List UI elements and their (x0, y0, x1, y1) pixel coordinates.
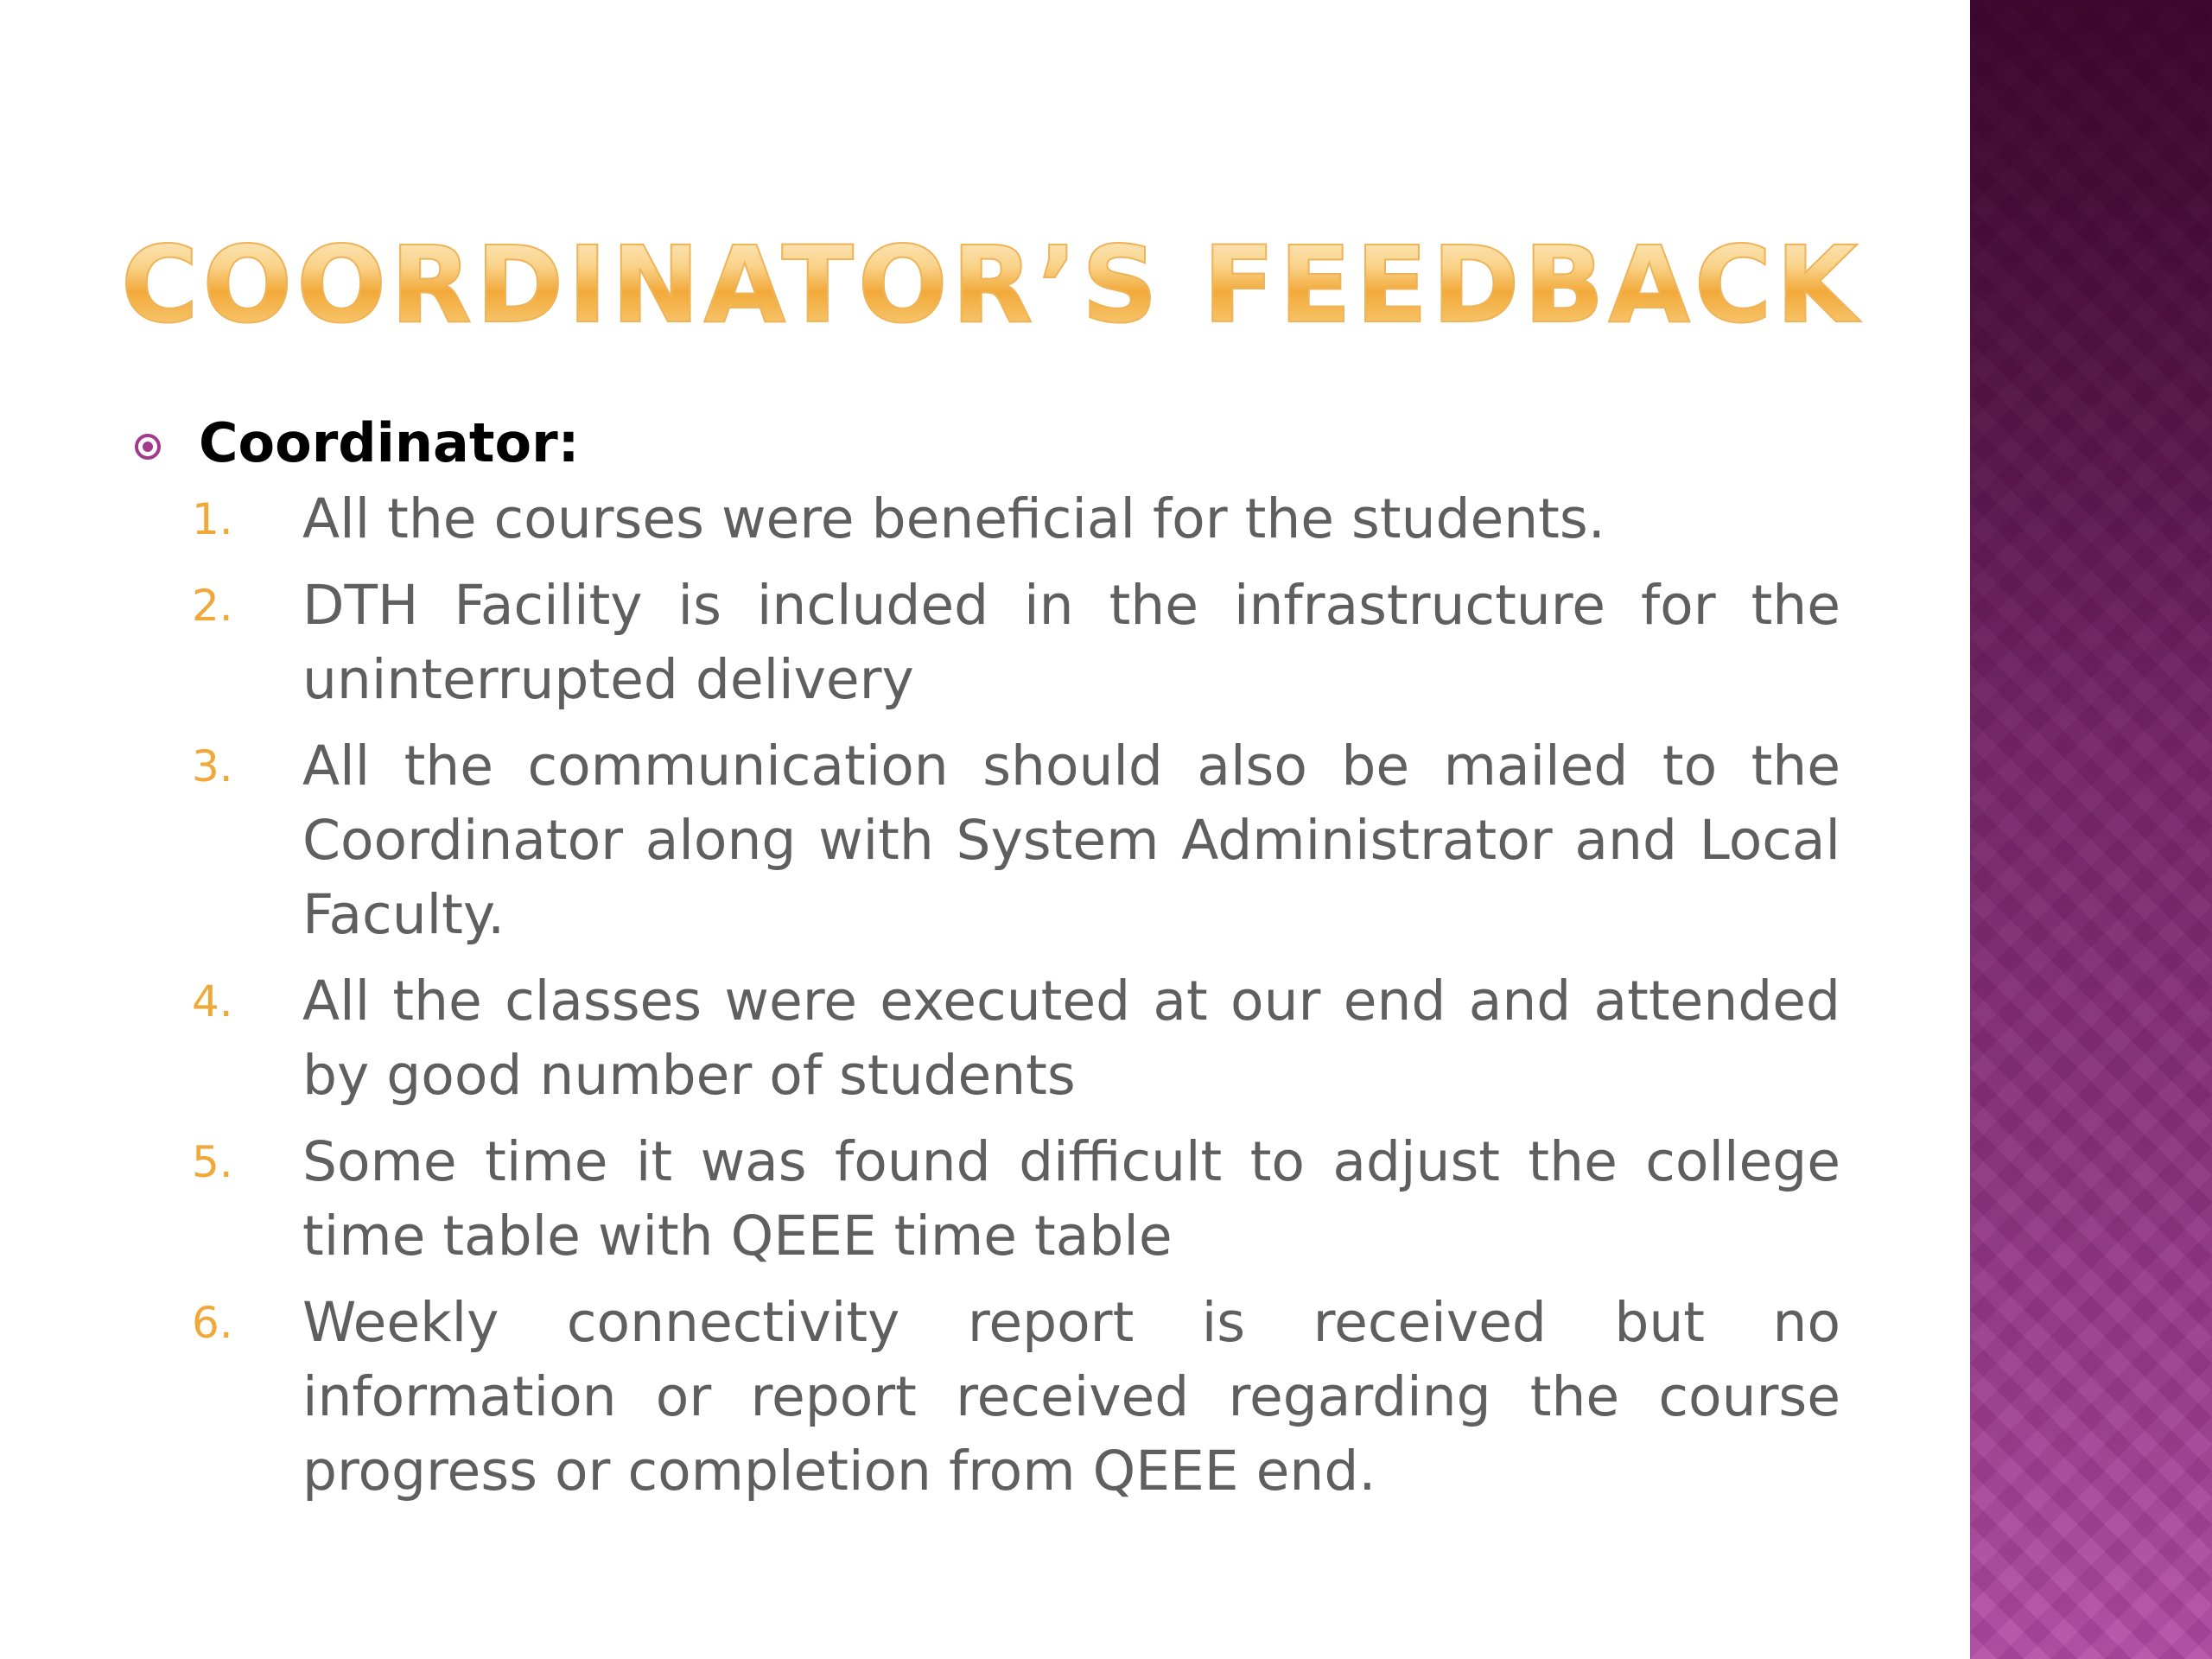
list-item (130, 1125, 1840, 1274)
list-item (130, 729, 1840, 952)
slide-title: COORDINATOR’S FEEDBACK (121, 220, 1862, 350)
list-item-text: DTH Facility is included in the infrastructure for the uninterrupted delivery (302, 574, 1840, 711)
list-item (130, 482, 1840, 556)
slide-content (130, 404, 1840, 1521)
circle-bullet-icon (135, 434, 161, 460)
feedback-list (130, 482, 1840, 1509)
list-item-text: All the courses were beneficial for the students. (302, 487, 1605, 550)
list-item (130, 1286, 1840, 1509)
list-item-text: Weekly connectivity report is received but no information or report received regarding the course progress or completion from QEEE end. (302, 1291, 1840, 1503)
list-item (130, 569, 1840, 717)
coordinator-heading: Coordinator: (199, 411, 580, 474)
list-item-number: 6. (192, 1298, 233, 1348)
list-item-text: All the communication should also be mailed to the Coordinator along with System Administrator and Local Faculty. (302, 734, 1840, 946)
list-item-number: 4. (192, 976, 233, 1027)
list-item (130, 964, 1840, 1113)
list-item-number: 5. (192, 1137, 233, 1187)
decorative-side-panel (1970, 0, 2212, 1659)
list-item-text: Some time it was found difficult to adjust the college time table with QEEE time table (302, 1130, 1840, 1268)
list-item-number: 1. (192, 494, 233, 544)
list-item-number: 3. (192, 741, 233, 791)
list-item-text: All the classes were executed at our end and attended by good number of students (302, 969, 1840, 1107)
coordinator-heading-row (130, 404, 1840, 482)
list-item-number: 2. (192, 581, 233, 631)
